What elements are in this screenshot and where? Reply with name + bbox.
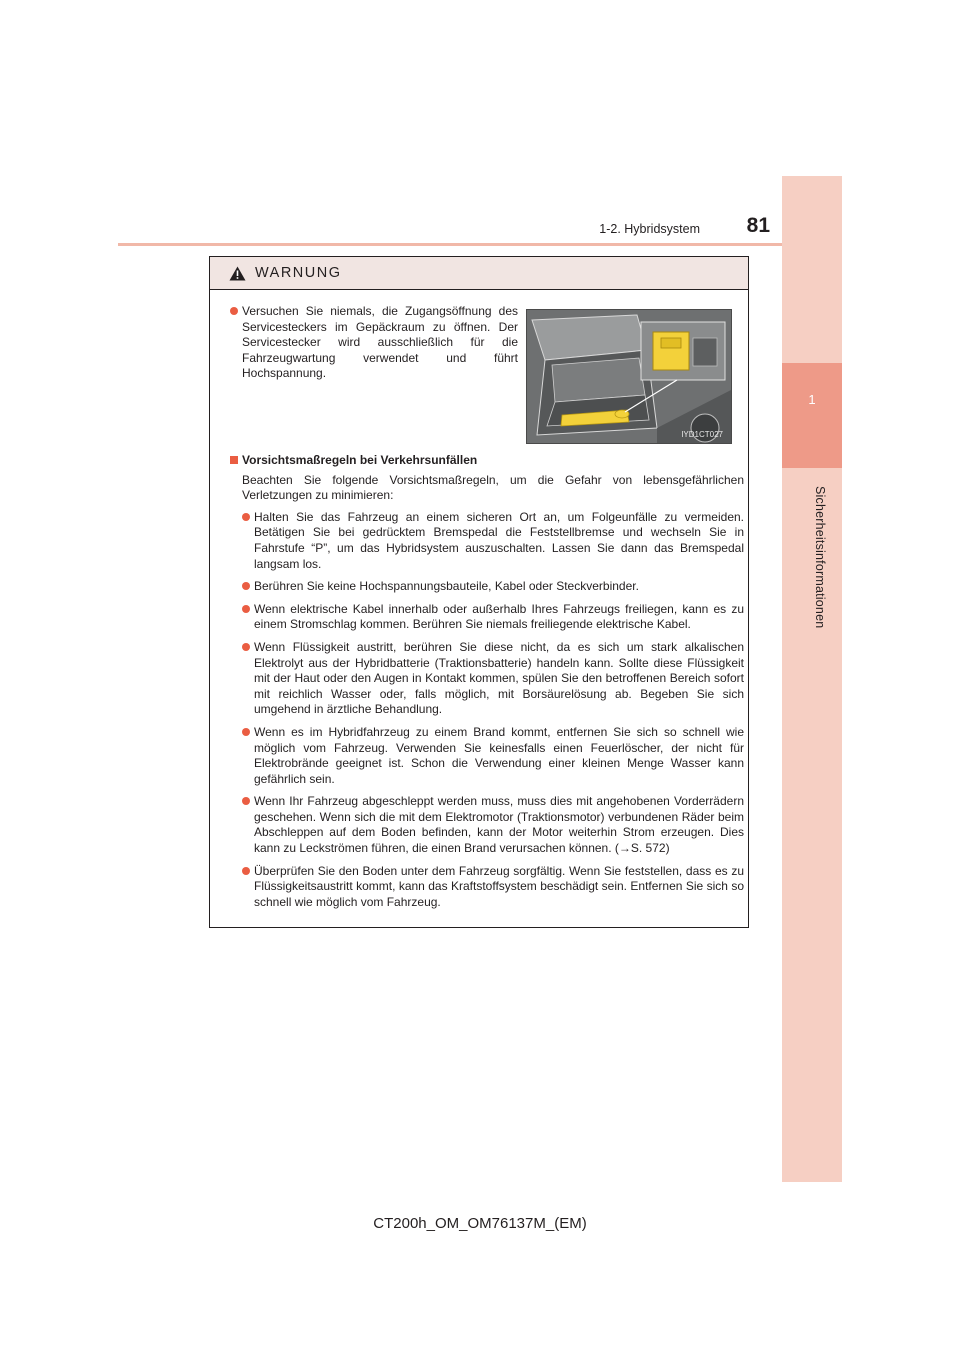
warning-title: WARNUNG bbox=[255, 265, 342, 281]
list-item-text: Halten Sie das Fahrzeug an einem sicheren Ort an, um Folgeunfälle zu vermeiden. Betätigen Sie bei gedrücktem Bremspedal die Feststellbremse und wechseln Sie in Fahrstufe “P”, um das Hybridsystem auszuschalten. Lassen Sie dann das Bremspedal langsam los. bbox=[254, 509, 744, 571]
list-item-text: Wenn elektrische Kabel innerhalb oder außerhalb Ihres Fahrzeugs freiliegen, kann es zu einem Stromschlag kommen. Berühren Sie niemals freiliegende elektrische Kabel. bbox=[254, 601, 744, 632]
list-item bbox=[230, 794, 744, 856]
bullet-icon bbox=[242, 797, 250, 805]
image-code: IYD1CT027 bbox=[681, 430, 723, 439]
chapter-title: Sicherheitsinformationen bbox=[813, 486, 827, 629]
list-item-text: Wenn es im Hybridfahrzeug zu einem Brand kommt, entfernen Sie sich so schnell wie möglich vom Fahrzeug. Verwenden Sie keinesfalls einen Feuerlöscher, der nicht für Elektrobrände geeignet ist. Schon die Verwendung einer kleinen Menge Wasser kann gefährlich sein. bbox=[254, 724, 744, 786]
accident-precautions-heading bbox=[230, 453, 744, 469]
page-number: 81 bbox=[746, 214, 770, 237]
bullet-icon bbox=[230, 307, 238, 315]
chapter-tab bbox=[782, 363, 842, 468]
list-item bbox=[230, 602, 744, 633]
luggage-compartment-illustration bbox=[526, 309, 732, 444]
document-code: CT200h_OM_OM76137M_(EM) bbox=[373, 1215, 587, 1232]
bullet-icon bbox=[242, 643, 250, 651]
bullet-icon bbox=[242, 867, 250, 875]
header-rule bbox=[118, 243, 782, 246]
warning-box bbox=[209, 256, 749, 928]
list-item-text: Wenn Ihr Fahrzeug abgeschleppt werden muss, muss dies mit angehobenen Vorderrädern geschehen. Wenn sich die mit dem Elektromotor (Traktionsmotor) verbundenen Räder beim Abschleppen auf dem Boden befinden, kann der Motor weiterhin Strom erzeugen. Dies kann zu Leckströmen führen, die einen Brand verursachen können. (→S. 572) bbox=[254, 794, 744, 856]
bullet-icon bbox=[242, 582, 250, 590]
car-trunk-drawing bbox=[527, 310, 731, 443]
service-plug-warning-text: Versuchen Sie niemals, die Zugangsöffnung des Servicesteckers im Gepäckraum zu öffnen. Der Servicestecker wird ausschließlich für die Fahrzeugwartung verwendet und führt Hochspannung. bbox=[242, 304, 518, 381]
list-item bbox=[230, 640, 744, 718]
side-strip bbox=[782, 176, 842, 1182]
list-item-text: Überprüfen Sie den Boden unter dem Fahrzeug sorgfältig. Wenn Sie feststellen, dass es zu Flüssigkeitsaustritt kommt, kann das Kraftstoffsystem beschädigt sein. Entfernen Sie sich so schnell wie möglich vom Fahrzeug. bbox=[254, 863, 744, 909]
warning-triangle-icon bbox=[229, 266, 246, 281]
list-item bbox=[230, 864, 744, 911]
section-title: 1-2. Hybridsystem bbox=[599, 222, 700, 236]
accident-precautions-section bbox=[230, 453, 744, 917]
list-item bbox=[230, 510, 744, 572]
service-plug-warning bbox=[230, 304, 518, 382]
bullet-icon bbox=[242, 728, 250, 736]
accident-precautions-intro: Beachten Sie folgende Vorsichtsmaßregeln, um die Gefahr von lebensgefährlichen Verletzungen zu minimieren: bbox=[242, 472, 744, 503]
bullet-icon bbox=[242, 605, 250, 613]
chapter-number: 1 bbox=[808, 392, 816, 407]
accident-precautions-heading-text: Vorsichtsmaßregeln bei Verkehrsunfällen bbox=[242, 453, 478, 467]
list-item-text: Berühren Sie keine Hochspannungsbauteile, Kabel oder Steckverbinder. bbox=[254, 579, 639, 594]
list-item bbox=[230, 579, 744, 595]
square-bullet-icon bbox=[230, 456, 238, 464]
list-item-text: Wenn Flüssigkeit austritt, berühren Sie diese nicht, da es sich um stark alkalischen Elektrolyt aus der Hybridbatterie (Traktionsbatterie) handeln kann. Sollte diese Flüssigkeit mit der Haut oder den Augen in Kontakt kommen, spülen Sie den betroffenen Bereich sofort mit reichlich Wasser oder, falls möglich, mit Borsäurelösung ab. Begeben Sie sich umgehend in ärztliche Behandlung. bbox=[254, 639, 744, 717]
warning-header bbox=[210, 257, 748, 290]
list-item bbox=[230, 725, 744, 787]
bullet-icon bbox=[242, 513, 250, 521]
